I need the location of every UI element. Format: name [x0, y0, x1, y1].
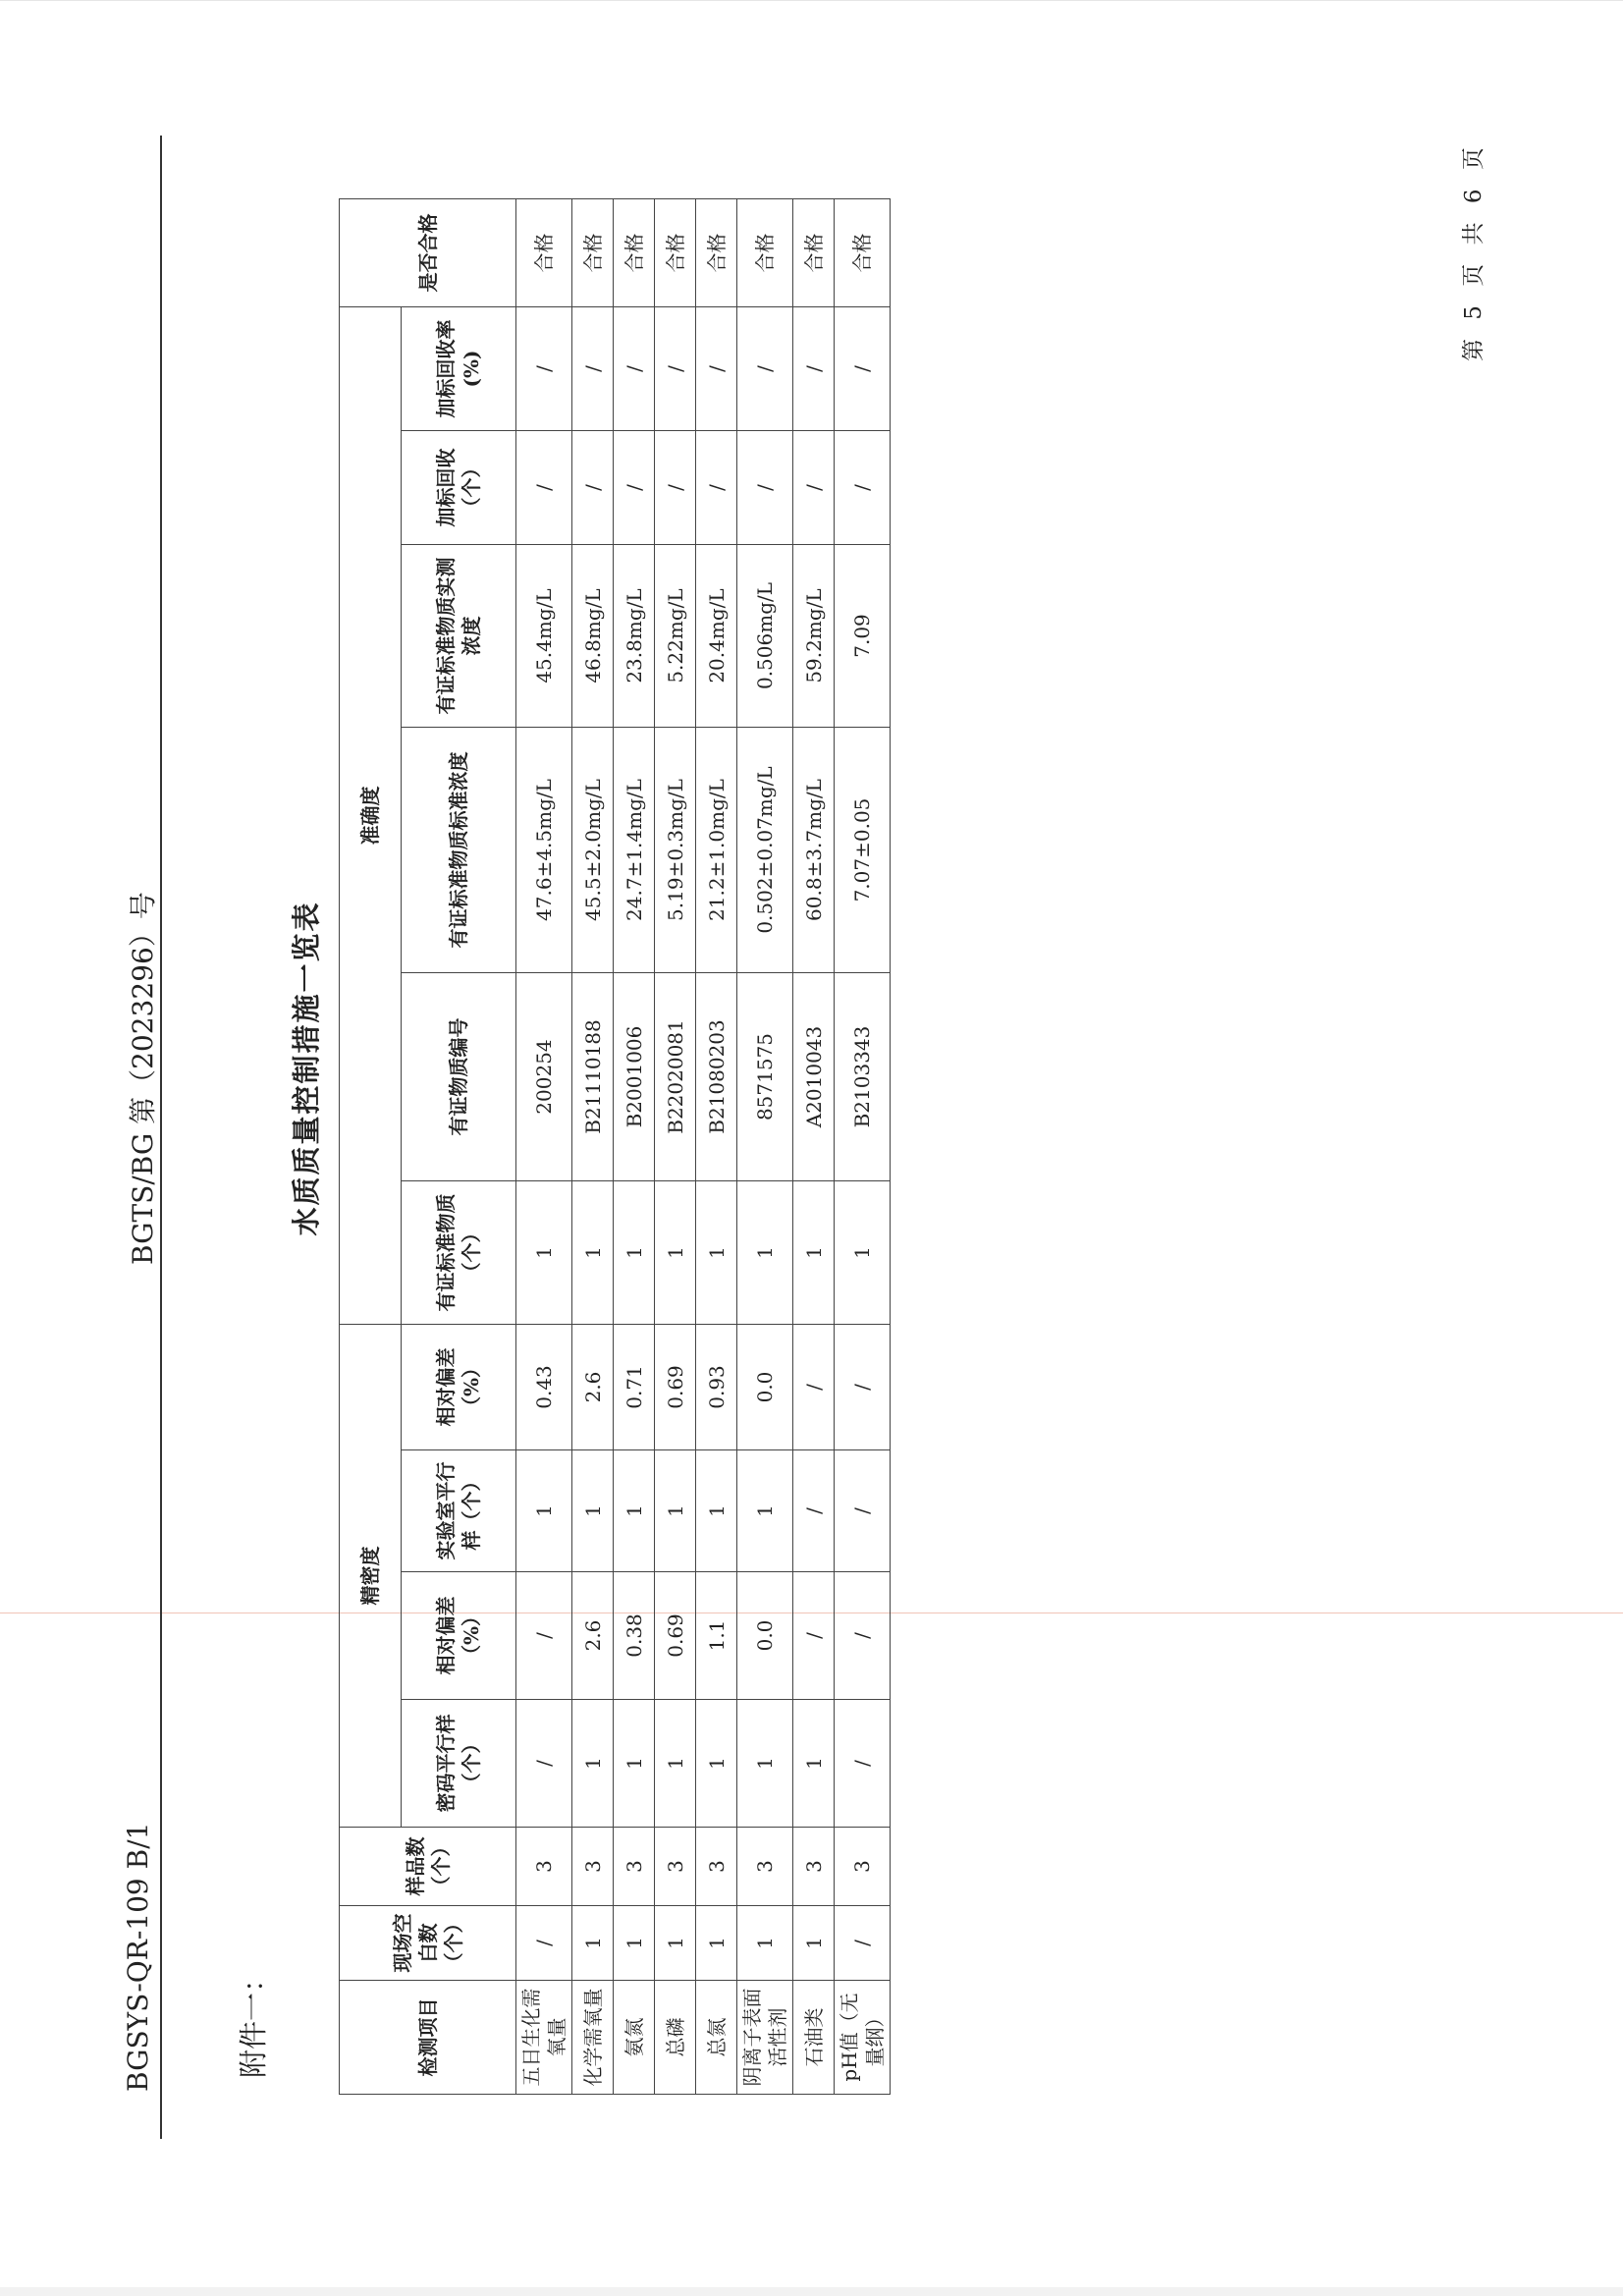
header-crm-measured-concentration: 有证标准物质实测浓度	[402, 545, 516, 728]
cell-blind-parallel: 1	[614, 1700, 655, 1828]
cell-lab-relative-deviation: 0.71	[614, 1325, 655, 1450]
cell-lab-parallel: 1	[737, 1450, 793, 1572]
header-blind-relative-deviation: 相对偏差（%）	[402, 1572, 516, 1700]
cell-qualified: 合格	[737, 199, 793, 307]
cell-spike-count: /	[793, 431, 835, 545]
cell-crm-measured-concentration: 45.4mg/L	[516, 545, 572, 728]
table-body	[516, 199, 891, 2095]
cell-crm-count: 1	[516, 1181, 572, 1325]
table-row	[737, 199, 793, 2095]
cell-blind-parallel: /	[835, 1700, 891, 1828]
cell-spike-recovery-rate: /	[793, 307, 835, 431]
cell-spike-recovery-rate: /	[614, 307, 655, 431]
cell-qualified: 合格	[655, 199, 696, 307]
cell-lab-relative-deviation: 0.69	[655, 1325, 696, 1450]
cell-field-blank: 1	[614, 1906, 655, 1981]
header-crm-id: 有证物质编号	[402, 973, 516, 1181]
cell-crm-id: B2001006	[614, 973, 655, 1181]
cell-blind-parallel: 1	[572, 1700, 614, 1828]
cell-crm-standard-concentration: 7.07±0.05	[835, 728, 891, 973]
cell-lab-relative-deviation: /	[835, 1325, 891, 1450]
cell-sample-count: 3	[614, 1828, 655, 1906]
cell-crm-count: 1	[572, 1181, 614, 1325]
cell-field-blank: /	[835, 1906, 891, 1981]
cell-blind-parallel: /	[516, 1700, 572, 1828]
cell-crm-count: 1	[737, 1181, 793, 1325]
header-rule	[160, 136, 162, 2139]
cell-crm-standard-concentration: 21.2±1.0mg/L	[696, 728, 737, 973]
table-row	[655, 199, 696, 2095]
cell-crm-standard-concentration: 0.502±0.07mg/L	[737, 728, 793, 973]
cell-spike-count: /	[696, 431, 737, 545]
cell-qualified: 合格	[614, 199, 655, 307]
header-spike-count: 加标回收（个）	[402, 431, 516, 545]
cell-crm-id: 200254	[516, 973, 572, 1181]
header-lab-parallel: 实验室平行样（个）	[402, 1450, 516, 1572]
header-qualified: 是否合格	[340, 199, 516, 307]
cell-item: 总氮	[696, 1981, 737, 2095]
cell-blind-relative-deviation: /	[516, 1572, 572, 1700]
cell-spike-count: /	[614, 431, 655, 545]
cell-crm-measured-concentration: 59.2mg/L	[793, 545, 835, 728]
cell-item: 石油类	[793, 1981, 835, 2095]
table-title: 水质质量控制措施一览表	[290, 901, 323, 1236]
cell-crm-count: 1	[655, 1181, 696, 1325]
cell-crm-measured-concentration: 46.8mg/L	[572, 545, 614, 728]
cell-lab-relative-deviation: 0.0	[737, 1325, 793, 1450]
table-row	[572, 199, 614, 2095]
cell-crm-count: 1	[614, 1181, 655, 1325]
cell-spike-count: /	[572, 431, 614, 545]
cell-blind-parallel: 1	[655, 1700, 696, 1828]
cell-qualified: 合格	[572, 199, 614, 307]
cell-blind-relative-deviation: /	[835, 1572, 891, 1700]
cell-crm-measured-concentration: 5.22mg/L	[655, 545, 696, 728]
cell-spike-recovery-rate: /	[516, 307, 572, 431]
cell-lab-parallel: /	[835, 1450, 891, 1572]
cell-crm-id: B2103343	[835, 973, 891, 1181]
cell-field-blank: 1	[793, 1906, 835, 1981]
cell-spike-count: /	[835, 431, 891, 545]
cell-crm-id: B22020081	[655, 973, 696, 1181]
cell-qualified: 合格	[793, 199, 835, 307]
cell-crm-measured-concentration: 7.09	[835, 545, 891, 728]
cell-field-blank: 1	[572, 1906, 614, 1981]
cell-qualified: 合格	[835, 199, 891, 307]
cell-spike-recovery-rate: /	[655, 307, 696, 431]
cell-blind-relative-deviation: 0.69	[655, 1572, 696, 1700]
header-accuracy-group: 准确度	[340, 307, 402, 1325]
cell-crm-standard-concentration: 5.19±0.3mg/L	[655, 728, 696, 973]
header-field-blank: 现场空白数（个）	[340, 1906, 516, 1981]
attachment-label: 附件一：	[237, 1963, 270, 2078]
header-spike-recovery-rate: 加标回收率(%)	[402, 307, 516, 431]
cell-crm-count: 1	[793, 1181, 835, 1325]
form-code: BGSYS-QR-109 B/1	[122, 1822, 154, 2092]
cell-spike-count: /	[655, 431, 696, 545]
cell-spike-recovery-rate: /	[572, 307, 614, 431]
header-blind-parallel: 密码平行样（个）	[402, 1700, 516, 1828]
cell-blind-relative-deviation: 2.6	[572, 1572, 614, 1700]
cell-crm-id: B21080203	[696, 973, 737, 1181]
cell-blind-relative-deviation: 0.0	[737, 1572, 793, 1700]
cell-item: 化学需氧量	[572, 1981, 614, 2095]
cell-lab-parallel: 1	[655, 1450, 696, 1572]
cell-sample-count: 3	[737, 1828, 793, 1906]
cell-crm-standard-concentration: 24.7±1.4mg/L	[614, 728, 655, 973]
table-row	[696, 199, 737, 2095]
cell-blind-parallel: 1	[793, 1700, 835, 1828]
cell-blind-relative-deviation: 1.1	[696, 1572, 737, 1700]
cell-field-blank: 1	[655, 1906, 696, 1981]
cell-spike-recovery-rate: /	[737, 307, 793, 431]
cell-field-blank: 1	[696, 1906, 737, 1981]
cell-field-blank: 1	[737, 1906, 793, 1981]
cell-item: 阴离子表面活性剂	[737, 1981, 793, 2095]
header-precision-group: 精密度	[340, 1325, 402, 1828]
cell-qualified: 合格	[516, 199, 572, 307]
cell-item: 总磷	[655, 1981, 696, 2095]
cell-blind-parallel: 1	[696, 1700, 737, 1828]
cell-spike-count: /	[516, 431, 572, 545]
cell-sample-count: 3	[793, 1828, 835, 1906]
cell-item: 氨氮	[614, 1981, 655, 2095]
header-lab-relative-deviation: 相对偏差（%）	[402, 1325, 516, 1450]
cell-crm-id: B21110188	[572, 973, 614, 1181]
cell-crm-standard-concentration: 47.6±4.5mg/L	[516, 728, 572, 973]
table-row	[614, 199, 655, 2095]
cell-blind-parallel: 1	[737, 1700, 793, 1828]
cell-field-blank: /	[516, 1906, 572, 1981]
cell-spike-recovery-rate: /	[696, 307, 737, 431]
cell-spike-recovery-rate: /	[835, 307, 891, 431]
cell-lab-parallel: 1	[614, 1450, 655, 1572]
cell-crm-measured-concentration: 20.4mg/L	[696, 545, 737, 728]
cell-crm-count: 1	[835, 1181, 891, 1325]
report-number: BGTS/BG 第（2023296）号	[127, 892, 159, 1265]
cell-item: 五日生化需氧量	[516, 1981, 572, 2095]
cell-sample-count: 3	[516, 1828, 572, 1906]
cell-crm-standard-concentration: 60.8±3.7mg/L	[793, 728, 835, 973]
cell-lab-parallel: /	[793, 1450, 835, 1572]
cell-crm-count: 1	[696, 1181, 737, 1325]
cell-qualified: 合格	[696, 199, 737, 307]
header-sample-count: 样品数（个）	[340, 1828, 516, 1906]
cell-sample-count: 3	[835, 1828, 891, 1906]
header-crm-standard-concentration: 有证标准物质标准浓度	[402, 728, 516, 973]
cell-lab-relative-deviation: 2.6	[572, 1325, 614, 1450]
table-row	[516, 199, 572, 2095]
table-row	[835, 199, 891, 2095]
cell-crm-measured-concentration: 23.8mg/L	[614, 545, 655, 728]
header-crm-count: 有证标准物质（个）	[402, 1181, 516, 1325]
cell-crm-id: A2010043	[793, 973, 835, 1181]
cell-sample-count: 3	[572, 1828, 614, 1906]
cell-lab-relative-deviation: 0.93	[696, 1325, 737, 1450]
cell-spike-count: /	[737, 431, 793, 545]
cell-sample-count: 3	[655, 1828, 696, 1906]
cell-crm-standard-concentration: 45.5±2.0mg/L	[572, 728, 614, 973]
cell-lab-parallel: 1	[572, 1450, 614, 1572]
quality-control-table	[339, 198, 891, 2095]
page-number: 第 5 页 共 6 页	[1461, 141, 1487, 361]
header-item: 检测项目	[340, 1981, 516, 2095]
cell-lab-relative-deviation: /	[793, 1325, 835, 1450]
cell-crm-id: 8571575	[737, 973, 793, 1181]
cell-item: pH值（无量纲）	[835, 1981, 891, 2095]
cell-lab-parallel: 1	[516, 1450, 572, 1572]
cell-lab-relative-deviation: 0.43	[516, 1325, 572, 1450]
table-row	[793, 199, 835, 2095]
cell-blind-relative-deviation: 0.38	[614, 1572, 655, 1700]
cell-blind-relative-deviation: /	[793, 1572, 835, 1700]
cell-lab-parallel: 1	[696, 1450, 737, 1572]
cell-crm-measured-concentration: 0.506mg/L	[737, 545, 793, 728]
cell-sample-count: 3	[696, 1828, 737, 1906]
